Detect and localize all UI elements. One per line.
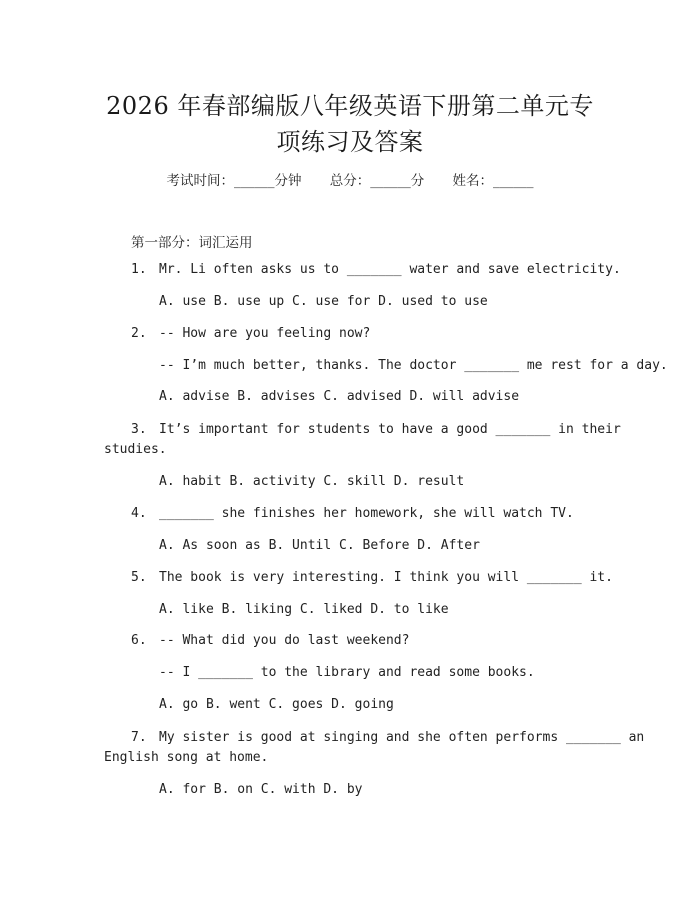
question-text: Mr. Li often asks us to _______ water and save electricity. xyxy=(159,262,621,277)
question-text: -- What did you do last weekend? xyxy=(159,633,410,648)
section-heading: 第一部分：词汇运用 xyxy=(131,235,253,251)
exam-time-field xyxy=(166,173,301,189)
answer-options: A. go B. went C. goes D. going xyxy=(159,697,394,712)
total-score-blank: ______ xyxy=(370,173,411,189)
question-number: 4. xyxy=(131,506,147,521)
question-number: 3. xyxy=(131,422,147,437)
total-score-field xyxy=(330,173,425,189)
question-number: 7. xyxy=(131,730,147,745)
document-title-line-1: 2026 年春部编版八年级英语下册第二单元专 xyxy=(106,92,594,120)
document-title-line-2: 项练习及答案 xyxy=(276,128,424,156)
question-text: It’s important for students to have a good _______ in their xyxy=(159,422,621,437)
student-name-blank: ______ xyxy=(493,173,534,189)
exam-time-label: 考试时间： xyxy=(166,173,234,189)
question-number: 5. xyxy=(131,570,147,585)
question-text: The book is very interesting. I think you will _______ it. xyxy=(159,570,613,585)
question-text: My sister is good at singing and she often performs _______ an xyxy=(159,730,645,745)
question-text-continued: studies. xyxy=(104,442,167,457)
question-text: -- How are you feeling now? xyxy=(159,326,371,341)
question-text: -- I’m much better, thanks. The doctor _______ me rest for a day. xyxy=(159,358,668,373)
exam-time-unit: 分钟 xyxy=(274,173,302,189)
exam-info-row xyxy=(0,169,700,189)
answer-options: A. use B. use up C. use for D. used to use xyxy=(159,294,488,309)
answer-options: A. like B. liking C. liked D. to like xyxy=(159,602,449,617)
student-name-field xyxy=(453,173,534,189)
answer-options: A. for B. on C. with D. by xyxy=(159,782,363,797)
question-number: 6. xyxy=(131,633,147,648)
question-text-continued: English song at home. xyxy=(104,750,269,765)
question-text: -- I _______ to the library and read some books. xyxy=(159,665,535,680)
question-text: _______ she finishes her homework, she will watch TV. xyxy=(159,506,574,521)
answer-options: A. advise B. advises C. advised D. will advise xyxy=(159,389,520,404)
question-number: 1. xyxy=(131,262,147,277)
answer-options: A. As soon as B. Until C. Before D. After xyxy=(159,538,480,553)
exam-time-blank: ______ xyxy=(233,173,275,189)
student-name-label: 姓名： xyxy=(452,173,494,189)
answer-options: A. habit B. activity C. skill D. result xyxy=(159,474,465,489)
question-number: 2. xyxy=(131,326,147,341)
total-score-unit: 分 xyxy=(410,173,425,189)
total-score-label: 总分： xyxy=(329,173,371,189)
